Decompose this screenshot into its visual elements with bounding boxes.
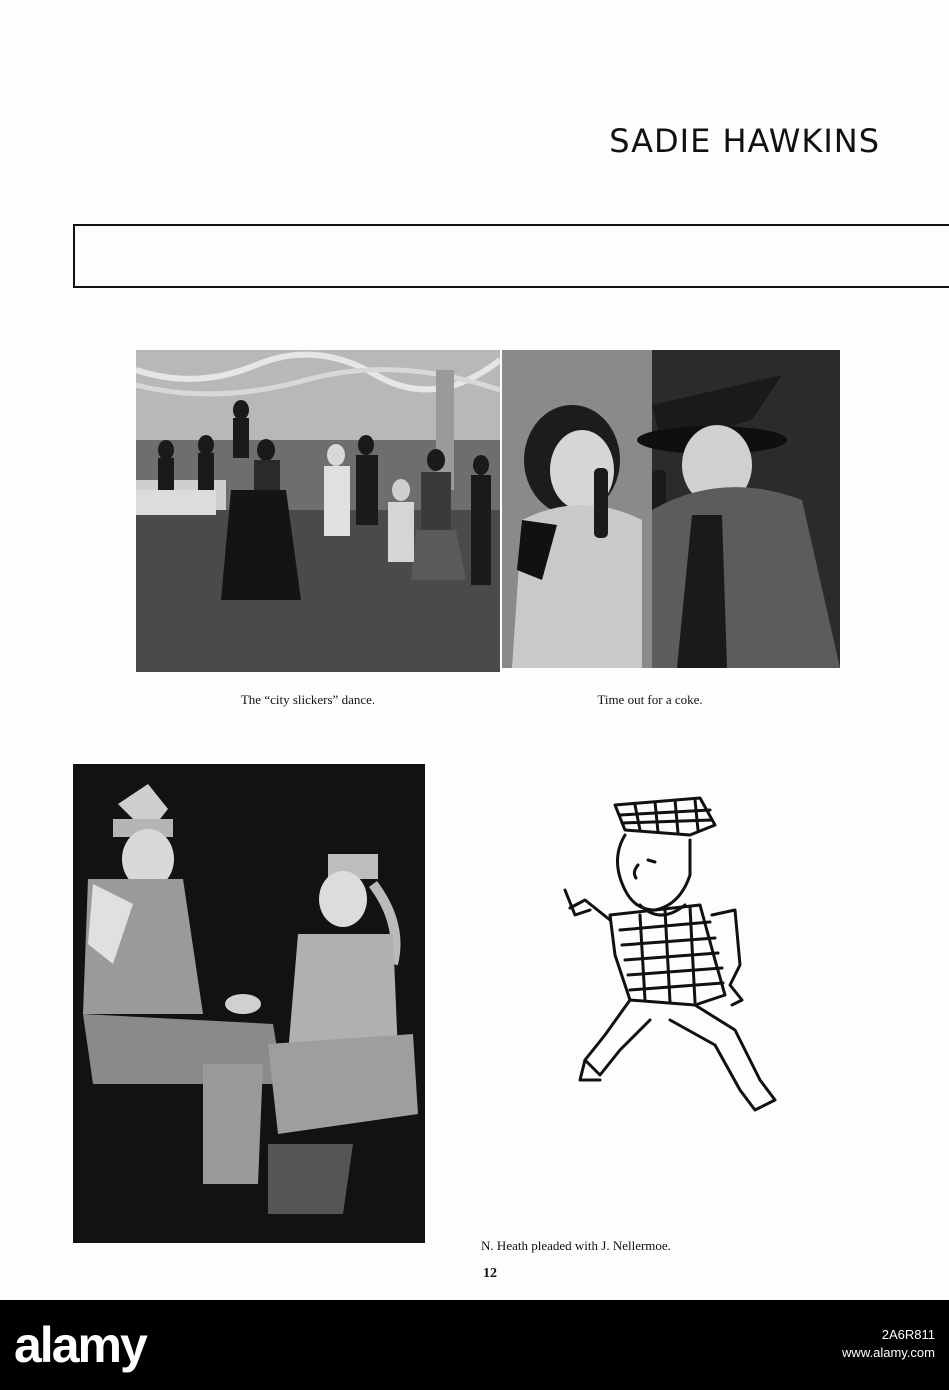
coke-photo bbox=[502, 350, 840, 668]
hillbilly-cartoon bbox=[540, 790, 790, 1140]
page-title: SADIE HAWKINS bbox=[609, 122, 880, 160]
site-url: www.alamy.com bbox=[842, 1345, 935, 1360]
coke-caption: Time out for a coke. bbox=[597, 692, 703, 707]
image-code bbox=[842, 1326, 935, 1362]
couple-photo bbox=[73, 764, 425, 1243]
dance-floor-caption: The “city slickers” dance. bbox=[240, 692, 376, 707]
watermark-bar bbox=[0, 1300, 949, 1390]
image-id: 2A6R811 bbox=[881, 1327, 935, 1342]
cartoon-caption: N. Heath pleaded with J. Nellermoe. bbox=[481, 1238, 671, 1253]
alamy-logo: alamy bbox=[14, 1317, 146, 1373]
dance-floor-photo bbox=[136, 350, 500, 672]
page-number: 12 bbox=[483, 1266, 497, 1281]
header-frame bbox=[73, 224, 949, 288]
